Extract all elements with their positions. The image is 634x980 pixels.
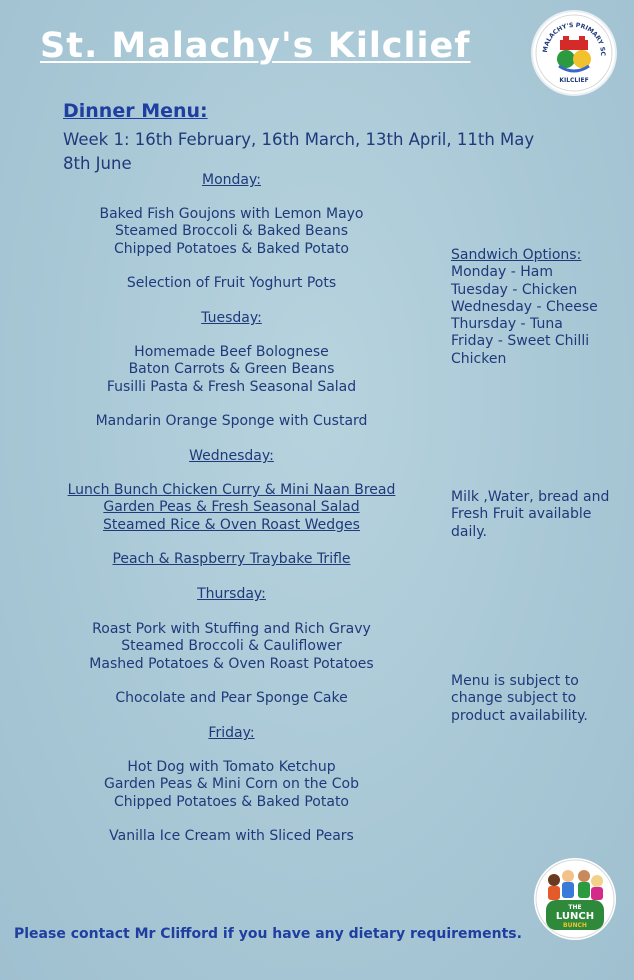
- lunch-logo-line-2: LUNCH: [555, 911, 595, 922]
- note-line: product availability.: [451, 707, 588, 724]
- menu-items-thursday: [40, 621, 423, 673]
- dessert-thursday: Chocolate and Pear Sponge Cake: [115, 690, 348, 706]
- menu-item: Lunch Bunch Chicken Curry & Mini Naan Bread: [67, 482, 396, 498]
- menu-item: Garden Peas & Mini Corn on the Cob: [104, 776, 359, 793]
- dietary-contact-note: Please contact Mr Clifford if you have any dietary requirements.: [14, 926, 522, 942]
- sandwich-item: Wednesday - Cheese: [451, 298, 598, 315]
- menu-item: Roast Pork with Stuffing and Rich Gravy: [92, 621, 371, 637]
- sandwich-item: Friday - Sweet Chilli: [451, 333, 590, 350]
- lunch-logo-line-3: BUNCH: [563, 922, 587, 929]
- dessert-tuesday: Mandarin Orange Sponge with Custard: [95, 413, 368, 429]
- note-line: Milk ,Water, bread and: [451, 489, 610, 505]
- day-heading-thursday: Thursday:: [197, 586, 266, 602]
- day-heading-friday: Friday:: [208, 725, 255, 741]
- dessert-monday: Selection of Fruit Yoghurt Pots: [126, 275, 337, 291]
- menu-item: Homemade Beef Bolognese: [134, 344, 329, 360]
- dessert-friday: Vanilla Ice Cream with Sliced Pears: [109, 828, 354, 844]
- note-line: Menu is subject to: [451, 673, 579, 689]
- sandwich-item: Monday - Ham: [451, 264, 553, 281]
- school-logo-bottom-text: KILCLIEF: [559, 77, 589, 84]
- menu-items-tuesday: [40, 344, 423, 396]
- menu-item: Hot Dog with Tomato Ketchup: [127, 759, 336, 775]
- menu-items-monday: [40, 206, 423, 258]
- page-title: St. Malachy's Kilclief: [40, 26, 471, 66]
- menu-item: Baked Fish Goujons with Lemon Mayo: [99, 206, 364, 222]
- subject-to-change-note: [451, 673, 626, 725]
- sandwich-item: Thursday - Tuna: [451, 316, 563, 333]
- menu-item: Mashed Potatoes & Oven Roast Potatoes: [89, 655, 374, 672]
- school-logo-arc-text: MALACHY'S PRIMARY SC: [541, 21, 607, 57]
- lunch-bunch-icon: [534, 858, 616, 940]
- menu-item: Baton Carrots & Green Beans: [128, 361, 335, 378]
- menu-item: Steamed Rice & Oven Roast Wedges: [103, 516, 360, 533]
- sandwich-heading: Sandwich Options:: [451, 247, 582, 263]
- availability-note: [451, 489, 626, 541]
- menu-heading: Dinner Menu:: [63, 100, 208, 122]
- week-dates: [63, 128, 563, 176]
- menu-item: Steamed Broccoli & Baked Beans: [114, 223, 349, 240]
- menu-item: Fusilli Pasta & Fresh Seasonal Salad: [106, 378, 357, 395]
- note-line: change subject to: [451, 690, 577, 707]
- menu-item: Chipped Potatoes & Baked Potato: [114, 240, 349, 257]
- school-crest-icon: [533, 12, 615, 94]
- note-line: daily.: [451, 523, 487, 540]
- day-heading-tuesday: Tuesday:: [201, 310, 262, 326]
- menu-items-wednesday: [40, 482, 423, 534]
- day-heading-wednesday: Wednesday:: [189, 448, 274, 464]
- dessert-wednesday: Peach & Raspberry Traybake Trifle: [112, 551, 351, 567]
- sandwich-item: Tuesday - Chicken: [451, 281, 578, 298]
- week-line-2: 8th June: [63, 154, 132, 173]
- sandwich-options: [451, 247, 626, 368]
- sandwich-item: Chicken: [451, 350, 507, 367]
- note-line: Fresh Fruit available: [451, 506, 592, 523]
- menu-item: Chipped Potatoes & Baked Potato: [114, 793, 349, 810]
- lunch-bunch-logo: [534, 858, 616, 940]
- week-line-1: Week 1: 16th February, 16th March, 13th April, 11th May: [63, 130, 535, 149]
- day-heading-monday: Monday:: [202, 172, 261, 188]
- menu-items-friday: [40, 759, 423, 811]
- menu-item: Steamed Broccoli & Cauliflower: [121, 638, 342, 655]
- menu-item: Garden Peas & Fresh Seasonal Salad: [103, 499, 360, 516]
- school-logo: [533, 12, 615, 94]
- lunch-logo-line-1: THE: [568, 904, 582, 911]
